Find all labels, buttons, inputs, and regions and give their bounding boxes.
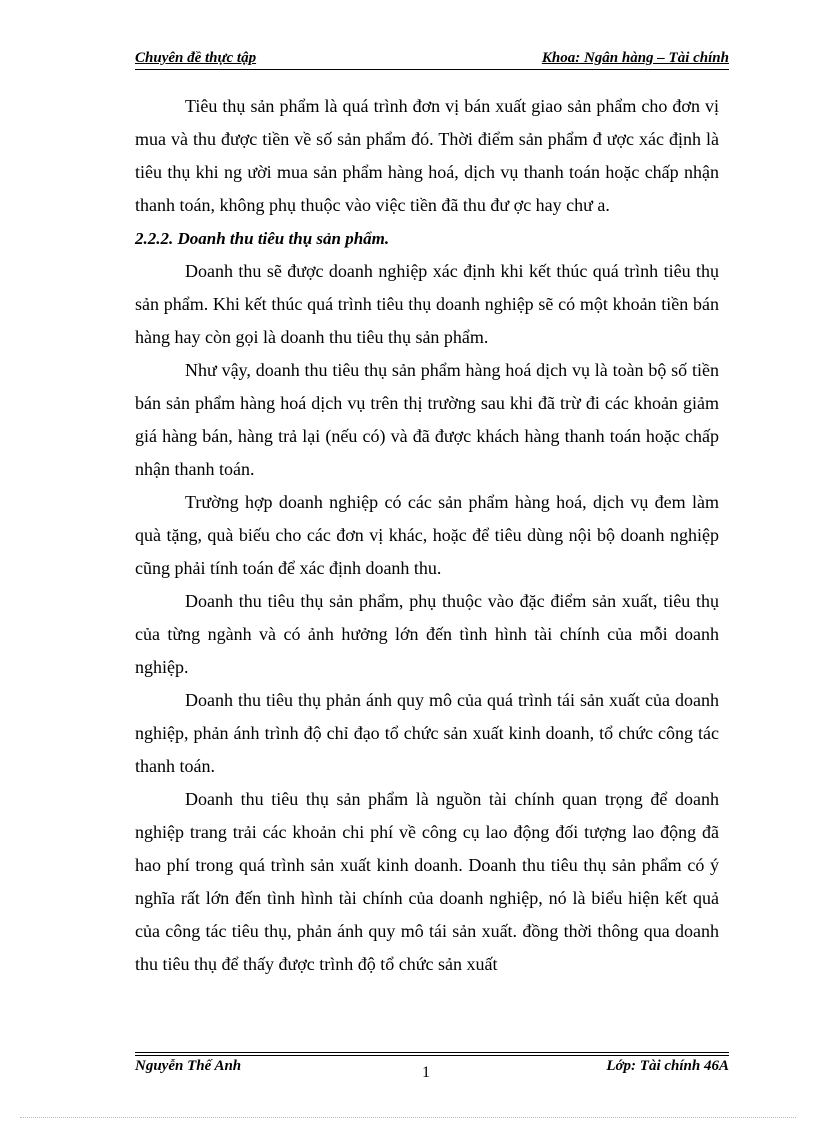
page-header [135,48,729,68]
paragraph-revenue-recognition: Doanh thu sẽ được doanh nghiệp xác định khi kết thúc quá trình tiêu thụ sản phẩm. Khi kết thúc quá trình tiêu thụ doanh nghiệp sẽ có một khoản tiền bán hàng hay còn gọi là doanh thu tiêu thụ sản phẩm. [135,261,719,347]
paragraph-sales-definition: Tiêu thụ sản phẩm là quá trình đơn vị bán xuất giao sản phẩm cho đơn vị mua và thu được tiền về số sản phẩm đó. Thời điểm sản phẩm đ ược xác định là tiêu thụ khi ng ười mua sản phẩm hàng hoá, dịch vụ thanh toán hoặc chấp nhận thanh toán, không phụ thuộc vào việc tiền đã thu đư ợc hay chư a. [135,96,719,215]
paragraph-gifts-case: Trường hợp doanh nghiệp có các sản phẩm hàng hoá, dịch vụ đem làm quà tặng, quà biếu cho các đơn vị khác, hoặc để tiêu dùng nội bộ doanh nghiệp cũng phải tính toán để xác định doanh thu. [135,492,719,578]
paragraph-dependency: Doanh thu tiêu thụ sản phẩm, phụ thuộc vào đặc điểm sản xuất, tiêu thụ của từng ngành và có ảnh hưởng lớn đến tình hình tài chính của mỗi doanh nghiệp. [135,591,719,677]
paragraph-scale-reflection: Doanh thu tiêu thụ phản ánh quy mô của quá trình tái sản xuất của doanh nghiệp, phản ánh trình độ chỉ đạo tổ chức sản xuất kinh doanh, tổ chức công tác thanh toán. [135,690,719,776]
page-edge-divider [20,1117,796,1118]
footer-divider-bottom [135,1055,729,1056]
header-divider [135,69,729,70]
footer-class: Lớp: Tài chính 46A [606,1058,729,1074]
section-heading: 2.2.2. Doanh thu tiêu thụ sản phẩm. [135,229,390,248]
footer-author: Nguyễn Thế Anh [135,1058,242,1074]
paragraph-importance: Doanh thu tiêu thụ sản phẩm là nguồn tài chính quan trọng để doanh nghiệp trang trải các khoản chi phí về công cụ lao động đối tượng lao động đã hao phí trong quá trình sản xuất kinh doanh. Doanh thu tiêu thụ sản phẩm có ý nghĩa rất lớn đến tình hình tài chính của doanh nghiệp, nó là biểu hiện kết quả của công tác tiêu thụ, phản ánh quy mô tái sản xuất. đồng thời thông qua doanh thu tiêu thụ để thấy được trình độ tổ chức sản xuất [135,789,719,974]
footer-divider-top [135,1052,729,1053]
page-footer [135,1058,729,1082]
header-faculty: Khoa: Ngân hàng – Tài chính [541,50,729,66]
paragraph-revenue-definition: Như vậy, doanh thu tiêu thụ sản phẩm hàng hoá dịch vụ là toàn bộ số tiền bán sản phẩm hàng hoá dịch vụ trên thị trường sau khi đã trừ đi các khoản giảm giá hàng bán, hàng trả lại (nếu có) và đã được khách hàng thanh toán hoặc chấp nhận thanh toán. [135,360,719,479]
page-body [135,90,719,981]
header-document-title: Chuyên đề thực tập [135,50,257,66]
page-number: 1 [422,1064,430,1081]
